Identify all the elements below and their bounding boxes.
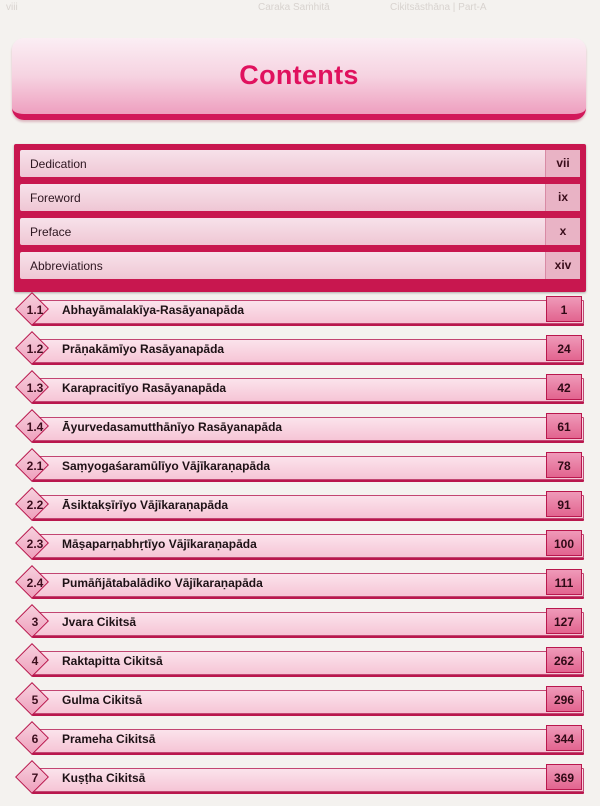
toc-entry[interactable] xyxy=(14,645,588,677)
entry-number: 1.4 xyxy=(26,420,44,434)
entry-page-number: 61 xyxy=(546,413,582,439)
toc-entry[interactable] xyxy=(14,606,588,638)
toc-entry[interactable] xyxy=(14,411,588,443)
toc-entry[interactable] xyxy=(14,567,588,599)
entry-number: 1.1 xyxy=(26,303,44,317)
running-head-book: Caraka Saṁhitā xyxy=(258,2,330,13)
running-head xyxy=(0,0,600,16)
front-matter-list xyxy=(14,144,586,292)
entry-page-number: ix xyxy=(545,184,580,211)
entry-page-number: 262 xyxy=(546,647,582,673)
entry-page-number: 344 xyxy=(546,725,582,751)
entry-number: 1.3 xyxy=(26,381,44,395)
entry-number: 6 xyxy=(31,732,39,746)
entry-label: Preface xyxy=(30,225,72,239)
entry-title: Prameha Cikitsā xyxy=(62,732,156,746)
entry-title: Saṃyogaśaramūlīyo Vājīkaraṇapāda xyxy=(62,459,271,473)
entry-number: 2.1 xyxy=(26,459,44,473)
entry-title: Prāṇakāmīyo Rasāyanapāda xyxy=(62,342,225,356)
toc-entry-preface[interactable] xyxy=(20,218,580,245)
toc-entry[interactable] xyxy=(14,684,588,716)
entry-label: Dedication xyxy=(30,157,87,171)
entry-number: 2.4 xyxy=(26,576,44,590)
toc-entry[interactable] xyxy=(14,762,588,794)
toc-entry-dedication[interactable] xyxy=(20,150,580,177)
entry-page-number: 78 xyxy=(546,452,582,478)
entry-label: Abbreviations xyxy=(30,259,103,273)
running-head-section: Cikitsāsthāna | Part-A xyxy=(390,2,487,13)
entry-title: Jvara Cikitsā xyxy=(62,615,137,629)
entry-label: Foreword xyxy=(30,191,81,205)
page-title: Contents xyxy=(239,60,359,90)
toc-entry[interactable] xyxy=(14,528,588,560)
toc-entry-abbreviations[interactable] xyxy=(20,252,580,279)
toc-entry[interactable] xyxy=(14,450,588,482)
entry-page-number: 1 xyxy=(546,296,582,322)
toc-entry[interactable] xyxy=(14,489,588,521)
entry-number: 4 xyxy=(31,654,39,668)
entry-number: 1.2 xyxy=(26,342,44,356)
entry-page-number: 24 xyxy=(546,335,582,361)
entry-title: Pumāñjātabalādiko Vājīkaraṇapāda xyxy=(62,576,263,590)
entry-number: 5 xyxy=(31,693,39,707)
toc-entry-foreword[interactable] xyxy=(20,184,580,211)
entry-page-number: xiv xyxy=(545,252,580,279)
entry-title: Gulma Cikitsā xyxy=(62,693,143,707)
toc-entry[interactable] xyxy=(14,372,588,404)
toc-entry[interactable] xyxy=(14,294,588,326)
toc-entry[interactable] xyxy=(14,333,588,365)
entry-title: Karapracitīyo Rasāyanapāda xyxy=(62,381,227,395)
entry-page-number: 369 xyxy=(546,764,582,790)
entry-page-number: 127 xyxy=(546,608,582,634)
entry-title: Raktapitta Cikitsā xyxy=(62,654,163,668)
entry-page-number: 100 xyxy=(546,530,582,556)
entry-page-number: 42 xyxy=(546,374,582,400)
entry-page-number: 91 xyxy=(546,491,582,517)
entry-page-number: 296 xyxy=(546,686,582,712)
entry-page-number: 111 xyxy=(546,569,582,595)
entry-number: 7 xyxy=(31,771,39,785)
entry-title: Āyurvedasamutthānīyo Rasāyanapāda xyxy=(62,420,283,434)
entry-number: 2.3 xyxy=(26,537,44,551)
entry-title: Āsiktakṣīrīyo Vājīkaraṇapāda xyxy=(62,498,229,512)
toc-entry[interactable] xyxy=(14,723,588,755)
entry-number: 2.2 xyxy=(26,498,44,512)
entry-page-number: x xyxy=(545,218,580,245)
entry-title: Kuṣṭha Cikitsā xyxy=(62,771,146,785)
entry-number: 3 xyxy=(31,615,39,629)
title-banner xyxy=(12,38,586,120)
entry-page-number: vii xyxy=(545,150,580,177)
running-head-page: viii xyxy=(6,2,18,13)
entry-title: Māṣaparṇabhṛtīyo Vājīkaraṇapāda xyxy=(62,537,257,551)
entry-title: Abhayāmalakīya-Rasāyanapāda xyxy=(62,303,245,317)
